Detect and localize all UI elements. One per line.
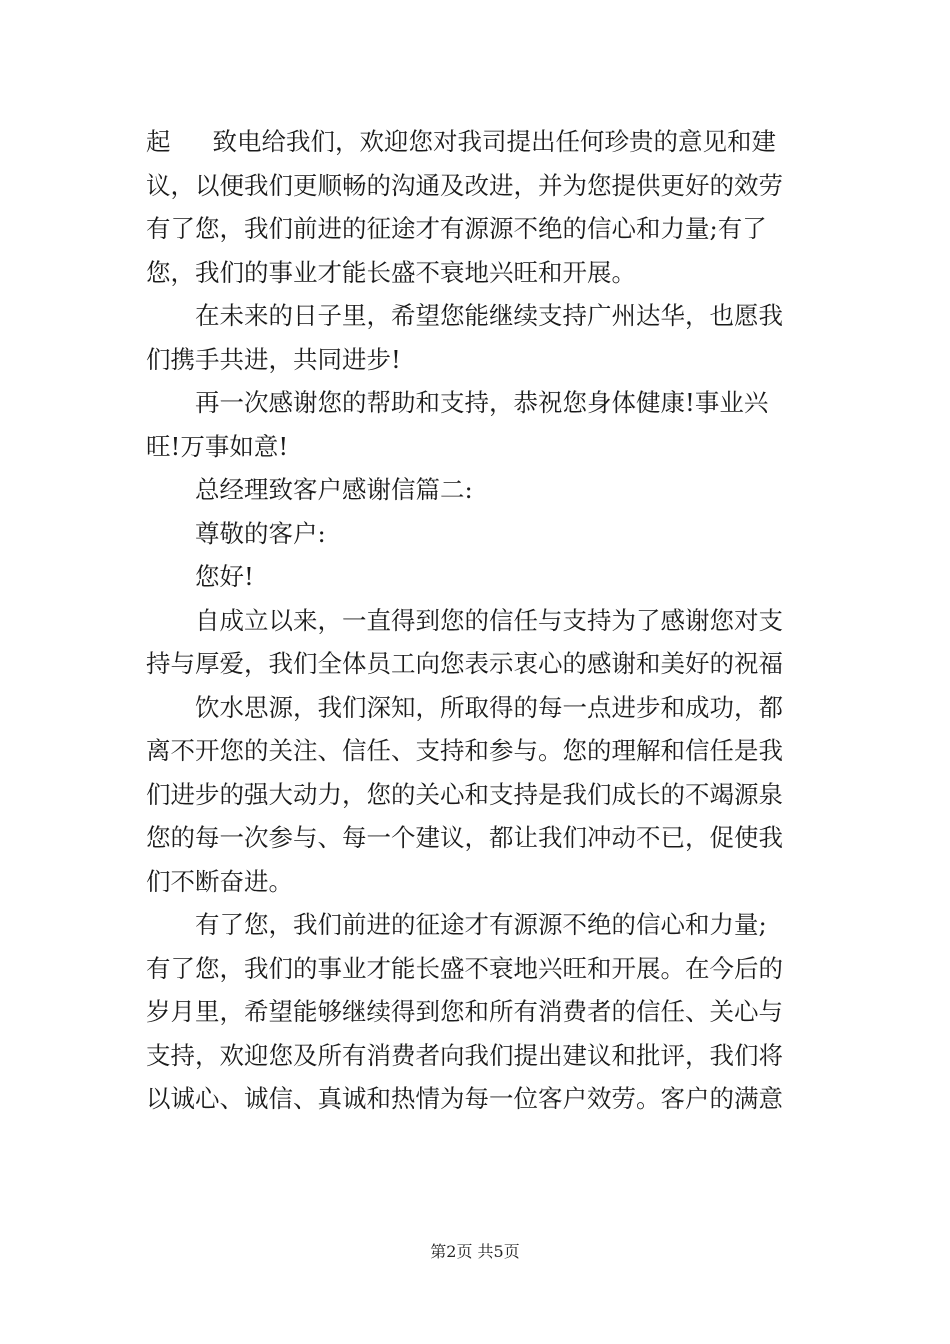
text-line: 自成立以来，一直得到您的信任与支持为了感谢您对支 xyxy=(195,605,783,635)
text-line: 在未来的日子里，希望您能继续支持广州达华，也愿我 xyxy=(195,301,783,330)
greeting: 您好! xyxy=(195,562,254,591)
text-line: 有了您，我们前进的征途才有源源不绝的信心和力量;有了 xyxy=(146,214,767,243)
text-line: 有了您，我们的事业才能长盛不衰地兴旺和开展。在今后的 xyxy=(146,953,783,983)
text-line: 议，以便我们更顺畅的沟通及改进，并为您提供更好的效劳 xyxy=(146,170,783,200)
section-heading: 总经理致客户感谢信篇二: xyxy=(195,475,473,504)
text-line: 们进步的强大动力，您的关心和支持是我们成长的不竭源泉 xyxy=(146,779,783,809)
text-line: 离不开您的关注、信任、支持和参与。您的理解和信任是我 xyxy=(146,736,783,765)
text-line: 们携手共进，共同进步! xyxy=(146,344,401,374)
document-body xyxy=(146,120,806,1121)
text-line: 支持，欢迎您及所有消费者向我们提出建议和批评，我们将 xyxy=(146,1040,783,1070)
text-line: 旺!万事如意! xyxy=(146,431,289,461)
text-line: 们不断奋进。 xyxy=(146,866,293,896)
text-segment: 致电给我们，欢迎您对我司提出任何珍贵的意见和建 xyxy=(212,127,776,156)
text-line: 饮水思源，我们深知，所取得的每一点进步和成功，都 xyxy=(195,692,783,722)
salutation: 尊敬的客户: xyxy=(195,518,326,548)
text-line: 持与厚爱，我们全体员工向您表示衷心的感谢和美好的祝福 xyxy=(146,649,783,678)
page-number-footer: 第2页 共5页 xyxy=(430,1242,520,1261)
text-line: 岁月里，希望能够继续得到您和所有消费者的信任、关心与 xyxy=(146,997,783,1026)
text-line: 再一次感谢您的帮助和支持，恭祝您身体健康!事业兴 xyxy=(195,388,769,417)
text-segment: 起 xyxy=(146,127,171,156)
text-line: 您的每一次参与、每一个建议，都让我们冲动不已，促使我 xyxy=(146,823,783,852)
text-line xyxy=(146,120,806,164)
text-line: 以诚心、诚信、真诚和热情为每一位客户效劳。客户的满意 xyxy=(146,1084,783,1113)
text-line: 有了您，我们前进的征途才有源源不绝的信心和力量; xyxy=(195,910,767,939)
text-line: 您，我们的事业才能长盛不衰地兴旺和开展。 xyxy=(146,257,636,287)
